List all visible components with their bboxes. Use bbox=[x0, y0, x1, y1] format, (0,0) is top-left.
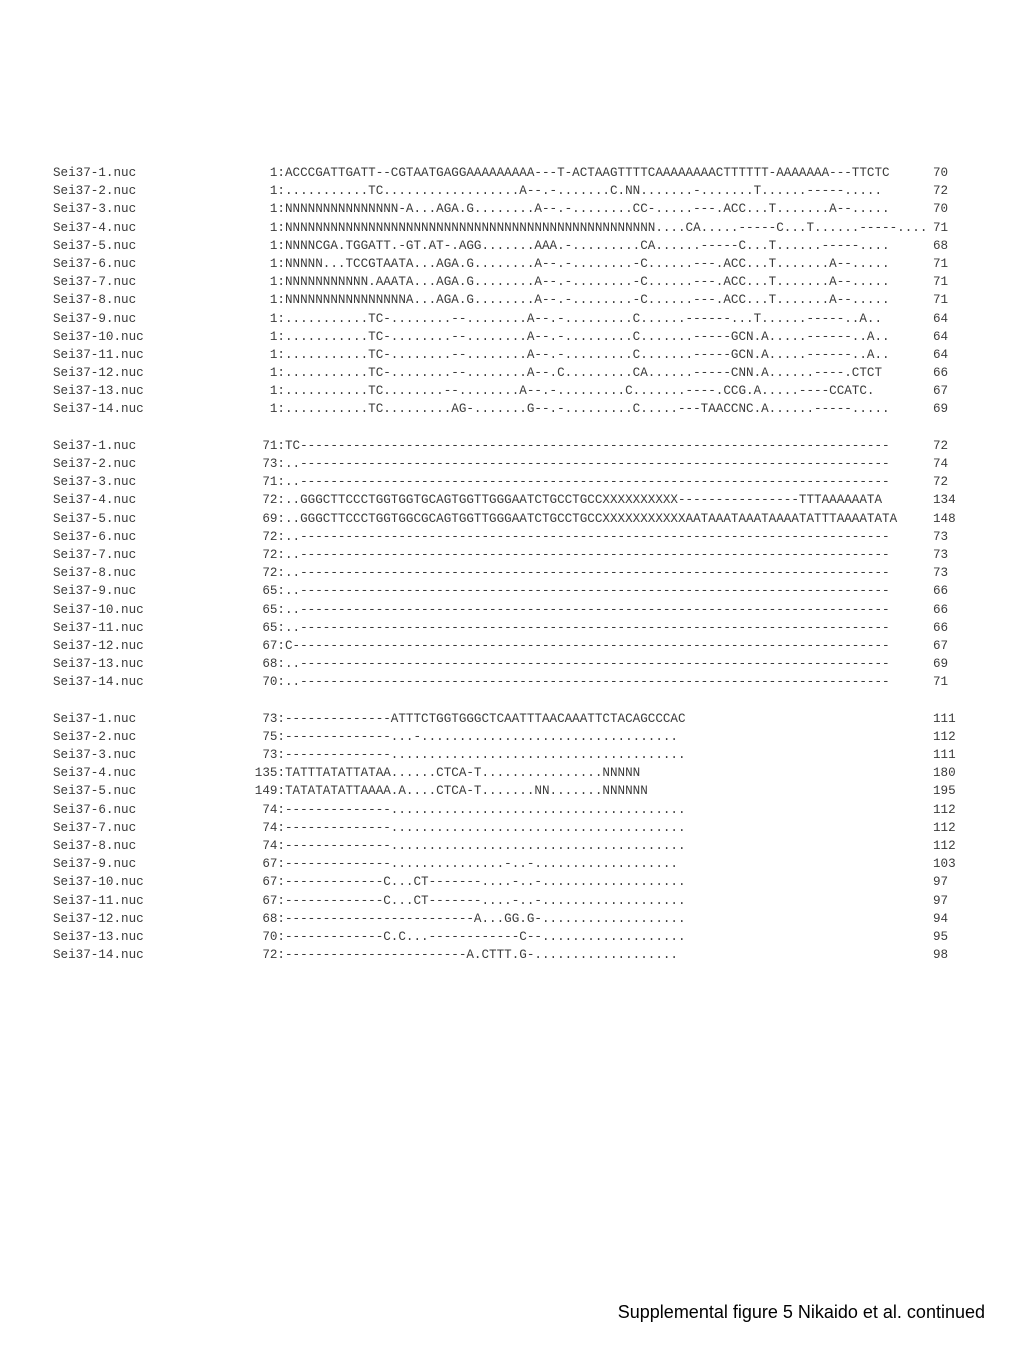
alignment-row bbox=[53, 510, 1013, 528]
alignment-row bbox=[53, 601, 1013, 619]
sequence-segment: --------------....................................... bbox=[285, 838, 686, 853]
sequence-segment: ..------------------------------------------------------------------------------ bbox=[285, 457, 890, 471]
sequence-name: Sei37-1.nuc bbox=[53, 166, 137, 180]
sequence-alignment bbox=[53, 164, 1013, 982]
alignment-row bbox=[53, 437, 1013, 455]
end-position: 71 bbox=[933, 293, 949, 308]
start-position: 1: bbox=[269, 256, 285, 271]
alignment-row bbox=[53, 801, 1013, 819]
sequence-segment: ..------------------------------------------------------------------------------ bbox=[285, 675, 890, 690]
end-position: 66 bbox=[933, 602, 949, 617]
sequence-name: Sei37-9.nuc bbox=[53, 311, 137, 326]
sequence-segment: -------------C...CT-------....-..-................... bbox=[285, 875, 686, 890]
alignment-row bbox=[53, 873, 1013, 891]
alignment-row bbox=[53, 819, 1013, 837]
alignment-row bbox=[53, 892, 1013, 910]
start-position: 1: bbox=[269, 329, 285, 344]
start-position: 71: bbox=[262, 438, 285, 453]
sequence-segment: NNNNNNNNNNNNNNNNNNNNNNNNNNNNNNNNNNNNNNNNNNNNNNNNN....CA.....-----C...T......-----.... bbox=[285, 220, 928, 235]
end-position: 112 bbox=[933, 802, 956, 817]
end-position: 72 bbox=[933, 184, 949, 199]
alignment-row bbox=[53, 837, 1013, 855]
sequence-name: Sei37-5.nuc bbox=[53, 511, 137, 526]
start-position: 67: bbox=[262, 893, 285, 908]
sequence-segment: ...........TC.........AG-.......G--.-.........C.....---TAACCNC.A......-----..... bbox=[285, 402, 890, 417]
alignment-row bbox=[53, 328, 1013, 346]
alignment-row bbox=[53, 728, 1013, 746]
sequence-name: Sei37-4.nuc bbox=[53, 220, 137, 235]
start-position: 1: bbox=[269, 184, 285, 199]
alignment-row bbox=[53, 200, 1013, 218]
end-position: 66 bbox=[933, 366, 949, 381]
start-position: 1: bbox=[269, 238, 285, 253]
sequence-name: Sei37-4.nuc bbox=[53, 493, 137, 508]
sequence-name: Sei37-8.nuc bbox=[53, 293, 137, 308]
alignment-row bbox=[53, 546, 1013, 564]
end-position: 111 bbox=[933, 748, 956, 762]
start-position: 1: bbox=[269, 366, 285, 381]
sequence-name: Sei37-1.nuc bbox=[53, 711, 137, 726]
sequence-name: Sei37-7.nuc bbox=[53, 820, 137, 835]
end-position: 70 bbox=[933, 202, 949, 217]
alignment-row bbox=[53, 400, 1013, 418]
sequence-name: Sei37-8.nuc bbox=[53, 838, 137, 853]
start-position: 149: bbox=[254, 784, 285, 799]
alignment-block bbox=[53, 164, 1013, 419]
alignment-row bbox=[53, 237, 1013, 255]
sequence-name: Sei37-4.nuc bbox=[53, 766, 137, 781]
start-position: 68: bbox=[262, 657, 285, 672]
start-position: 73: bbox=[262, 748, 285, 762]
sequence-segment: ..------------------------------------------------------------------------------ bbox=[285, 547, 890, 562]
sequence-name: Sei37-3.nuc bbox=[53, 475, 137, 490]
sequence-segment: NNNNNNNNNNNNNNN-A...AGA.G........A--.-........CC-.....---.ACC...T.......A--..... bbox=[285, 202, 890, 217]
figure-caption: Supplemental figure 5 Nikaido et al. continued bbox=[617, 1302, 985, 1322]
alignment-row bbox=[53, 382, 1013, 400]
end-position: 69 bbox=[933, 657, 949, 672]
alignment-row bbox=[53, 291, 1013, 309]
alignment-row bbox=[53, 564, 1013, 582]
alignment-row bbox=[53, 219, 1013, 237]
alignment-row bbox=[53, 673, 1013, 691]
end-position: 67 bbox=[933, 384, 949, 399]
start-position: 72: bbox=[262, 566, 285, 581]
sequence-name: Sei37-14.nuc bbox=[53, 948, 144, 963]
sequence-name: Sei37-2.nuc bbox=[53, 457, 137, 471]
end-position: 66 bbox=[933, 584, 949, 599]
end-position: 64 bbox=[933, 329, 949, 344]
sequence-name: Sei37-10.nuc bbox=[53, 602, 144, 617]
sequence-name: Sei37-5.nuc bbox=[53, 238, 137, 253]
end-position: 71 bbox=[933, 675, 949, 690]
start-position: 74: bbox=[262, 820, 285, 835]
alignment-row bbox=[53, 782, 1013, 800]
alignment-row bbox=[53, 637, 1013, 655]
sequence-name: Sei37-14.nuc bbox=[53, 675, 144, 690]
sequence-segment: --------------ATTTCTGGTGGGCTCAATTTAACAAATTCTACAGCCCAC bbox=[285, 711, 686, 726]
end-position: 111 bbox=[933, 711, 956, 726]
sequence-name: Sei37-3.nuc bbox=[53, 748, 137, 762]
start-position: 1: bbox=[269, 311, 285, 326]
end-position: 112 bbox=[933, 729, 956, 744]
end-position: 71 bbox=[933, 220, 949, 235]
start-position: 1: bbox=[269, 384, 285, 399]
start-position: 74: bbox=[262, 802, 285, 817]
start-position: 72: bbox=[262, 948, 285, 963]
end-position: 70 bbox=[933, 166, 949, 180]
end-position: 72 bbox=[933, 438, 949, 453]
sequence-segment: C------------------------------------------------------------------------------- bbox=[285, 638, 890, 653]
sequence-segment: --------------...-.................................. bbox=[285, 729, 678, 744]
alignment-row bbox=[53, 473, 1013, 491]
alignment-row bbox=[53, 455, 1013, 473]
sequence-segment: ...........TC........--........A--.-.........C.......----.CCG.A.....----CCATC. bbox=[285, 384, 875, 399]
sequence-segment: ACCCGATTGATT--CGTAATGAGGAAAAAAAAA---T-ACTAAGTTTTCAAAAAAAACTTTTTT-AAAAAAA---TTCTC bbox=[285, 166, 890, 180]
end-position: 73 bbox=[933, 547, 949, 562]
sequence-segment: TATTTATATTATAA......CTCA-T................NNNNN bbox=[285, 766, 641, 781]
end-position: 74 bbox=[933, 457, 949, 471]
sequence-segment: ..GGGCTTCCCTGGTGGTGCAGTGGTTGGGAATCTGCCTGCCXXXXXXXXXX----------------TTTAAAAAATA bbox=[285, 493, 883, 508]
end-position: 95 bbox=[933, 929, 949, 944]
start-position: 72: bbox=[262, 529, 285, 544]
start-position: 67: bbox=[262, 638, 285, 653]
sequence-name: Sei37-11.nuc bbox=[53, 620, 144, 635]
start-position: 70: bbox=[262, 929, 285, 944]
sequence-name: Sei37-6.nuc bbox=[53, 256, 137, 271]
start-position: 65: bbox=[262, 584, 285, 599]
end-position: 64 bbox=[933, 311, 949, 326]
sequence-name: Sei37-11.nuc bbox=[53, 893, 144, 908]
start-position: 1: bbox=[269, 293, 285, 308]
sequence-name: Sei37-10.nuc bbox=[53, 329, 144, 344]
sequence-segment: ...........TC-........--........A--.-.........C.......-----GCN.A.....------..A.. bbox=[285, 329, 890, 344]
sequence-name: Sei37-7.nuc bbox=[53, 275, 137, 290]
sequence-name: Sei37-5.nuc bbox=[53, 784, 137, 799]
sequence-name: Sei37-11.nuc bbox=[53, 347, 144, 362]
alignment-row bbox=[53, 619, 1013, 637]
alignment-row bbox=[53, 182, 1013, 200]
sequence-segment: NNNNCGA.TGGATT.-GT.AT-.AGG.......AAA.-.........CA......-----C...T......-----.... bbox=[285, 238, 890, 253]
sequence-name: Sei37-2.nuc bbox=[53, 729, 137, 744]
start-position: 74: bbox=[262, 838, 285, 853]
alignment-row bbox=[53, 255, 1013, 273]
start-position: 67: bbox=[262, 875, 285, 890]
alignment-row bbox=[53, 710, 1013, 728]
start-position: 1: bbox=[269, 220, 285, 235]
sequence-name: Sei37-7.nuc bbox=[53, 547, 137, 562]
sequence-segment: ------------------------A.CTTT.G-................... bbox=[285, 948, 678, 963]
sequence-name: Sei37-12.nuc bbox=[53, 638, 144, 653]
sequence-segment: ..------------------------------------------------------------------------------ bbox=[285, 602, 890, 617]
end-position: 64 bbox=[933, 347, 949, 362]
end-position: 112 bbox=[933, 838, 956, 853]
sequence-segment: ..------------------------------------------------------------------------------ bbox=[285, 620, 890, 635]
end-position: 97 bbox=[933, 875, 949, 890]
sequence-segment: TC------------------------------------------------------------------------------ bbox=[285, 438, 890, 453]
start-position: 65: bbox=[262, 602, 285, 617]
alignment-row bbox=[53, 273, 1013, 291]
alignment-row bbox=[53, 655, 1013, 673]
sequence-name: Sei37-6.nuc bbox=[53, 802, 137, 817]
sequence-name: Sei37-12.nuc bbox=[53, 911, 144, 926]
start-position: 67: bbox=[262, 857, 285, 872]
start-position: 1: bbox=[269, 166, 285, 180]
end-position: 134 bbox=[933, 493, 956, 508]
start-position: 72: bbox=[262, 493, 285, 508]
start-position: 68: bbox=[262, 911, 285, 926]
sequence-segment: ...........TC-........--........A--.C.........CA......-----CNN.A......----.CTCT bbox=[285, 366, 883, 381]
end-position: 71 bbox=[933, 275, 949, 290]
sequence-name: Sei37-13.nuc bbox=[53, 657, 144, 672]
sequence-name: Sei37-9.nuc bbox=[53, 584, 137, 599]
alignment-row bbox=[53, 491, 1013, 509]
alignment-row bbox=[53, 855, 1013, 873]
sequence-segment: -------------------------A...GG.G-................... bbox=[285, 911, 686, 926]
start-position: 71: bbox=[262, 475, 285, 490]
alignment-row bbox=[53, 946, 1013, 964]
alignment-row bbox=[53, 746, 1013, 764]
start-position: 1: bbox=[269, 402, 285, 417]
sequence-name: Sei37-3.nuc bbox=[53, 202, 137, 217]
alignment-block bbox=[53, 437, 1013, 692]
end-position: 72 bbox=[933, 475, 949, 490]
sequence-name: Sei37-9.nuc bbox=[53, 857, 137, 872]
sequence-segment: NNNNNNNNNNN.AAATA...AGA.G........A--.-........-C......---.ACC...T.......A--..... bbox=[285, 275, 890, 290]
sequence-name: Sei37-12.nuc bbox=[53, 366, 144, 381]
end-position: 94 bbox=[933, 911, 949, 926]
alignment-row bbox=[53, 364, 1013, 382]
alignment-row bbox=[53, 764, 1013, 782]
end-position: 195 bbox=[933, 784, 956, 799]
sequence-segment: --------------...............-..-................... bbox=[285, 857, 678, 872]
end-position: 67 bbox=[933, 638, 949, 653]
end-position: 148 bbox=[933, 511, 956, 526]
alignment-row bbox=[53, 528, 1013, 546]
sequence-segment: --------------....................................... bbox=[285, 748, 686, 762]
start-position: 70: bbox=[262, 675, 285, 690]
sequence-segment: ..GGGCTTCCCTGGTGGCGCAGTGGTTGGGAATCTGCCTGCCXXXXXXXXXXXAATAAATAAATAAAATATTTAAAATATA bbox=[285, 511, 898, 526]
alignment-row bbox=[53, 164, 1013, 182]
end-position: 180 bbox=[933, 766, 956, 781]
start-position: 75: bbox=[262, 729, 285, 744]
end-position: 66 bbox=[933, 620, 949, 635]
sequence-segment: ..------------------------------------------------------------------------------ bbox=[285, 566, 890, 581]
end-position: 112 bbox=[933, 820, 956, 835]
sequence-name: Sei37-6.nuc bbox=[53, 529, 137, 544]
end-position: 103 bbox=[933, 857, 956, 872]
sequence-segment: --------------....................................... bbox=[285, 802, 686, 817]
sequence-segment: -------------C...CT-------....-..-................... bbox=[285, 893, 686, 908]
sequence-segment: -------------C.C...------------C--................... bbox=[285, 929, 686, 944]
start-position: 135: bbox=[254, 766, 285, 781]
sequence-segment: ..------------------------------------------------------------------------------ bbox=[285, 475, 890, 490]
sequence-segment: ...........TC-........--........A--.-.........C......------...T......-----..A.. bbox=[285, 311, 883, 326]
sequence-name: Sei37-13.nuc bbox=[53, 384, 144, 399]
end-position: 98 bbox=[933, 948, 949, 963]
sequence-name: Sei37-2.nuc bbox=[53, 184, 137, 199]
sequence-name: Sei37-14.nuc bbox=[53, 402, 144, 417]
end-position: 68 bbox=[933, 238, 949, 253]
alignment-row bbox=[53, 310, 1013, 328]
start-position: 69: bbox=[262, 511, 285, 526]
end-position: 69 bbox=[933, 402, 949, 417]
start-position: 1: bbox=[269, 275, 285, 290]
sequence-name: Sei37-1.nuc bbox=[53, 438, 137, 453]
end-position: 73 bbox=[933, 566, 949, 581]
sequence-segment: ..------------------------------------------------------------------------------ bbox=[285, 657, 890, 672]
start-position: 73: bbox=[262, 457, 285, 471]
alignment-row bbox=[53, 910, 1013, 928]
sequence-name: Sei37-13.nuc bbox=[53, 929, 144, 944]
alignment-row bbox=[53, 928, 1013, 946]
alignment-row bbox=[53, 582, 1013, 600]
sequence-segment: ..------------------------------------------------------------------------------ bbox=[285, 529, 890, 544]
sequence-segment: NNNNN...TCCGTAATA...AGA.G........A--.-........-C......---.ACC...T.......A--..... bbox=[285, 256, 890, 271]
sequence-segment: ...........TC-........--........A--.-.........C.......-----GCN.A.....------..A.. bbox=[285, 347, 890, 362]
start-position: 1: bbox=[269, 202, 285, 217]
sequence-segment: ...........TC..................A--.-.......C.NN.......-.......T......-----..... bbox=[285, 184, 883, 199]
sequence-segment: TATATATATTAAAA.A....CTCA-T.......NN.......NNNNNN bbox=[285, 784, 648, 799]
alignment-block bbox=[53, 710, 1013, 965]
sequence-segment: --------------....................................... bbox=[285, 820, 686, 835]
end-position: 97 bbox=[933, 893, 949, 908]
start-position: 72: bbox=[262, 547, 285, 562]
alignment-row bbox=[53, 346, 1013, 364]
sequence-segment: NNNNNNNNNNNNNNNNA...AGA.G........A--.-........-C......---.ACC...T.......A--..... bbox=[285, 293, 890, 308]
sequence-name: Sei37-10.nuc bbox=[53, 875, 144, 890]
start-position: 1: bbox=[269, 347, 285, 362]
end-position: 71 bbox=[933, 256, 949, 271]
sequence-name: Sei37-8.nuc bbox=[53, 566, 137, 581]
end-position: 73 bbox=[933, 529, 949, 544]
sequence-segment: ..------------------------------------------------------------------------------ bbox=[285, 584, 890, 599]
start-position: 65: bbox=[262, 620, 285, 635]
start-position: 73: bbox=[262, 711, 285, 726]
